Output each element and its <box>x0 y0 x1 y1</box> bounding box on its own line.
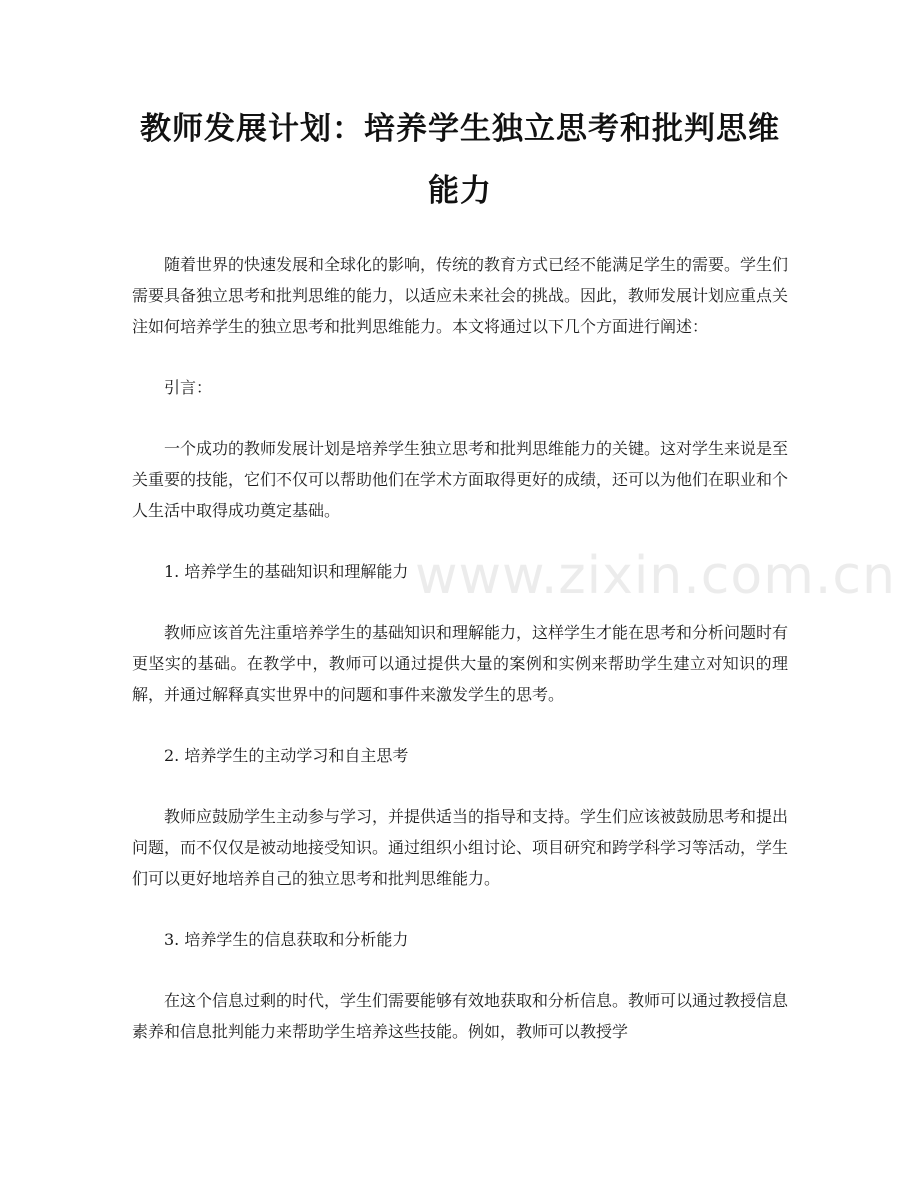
section-2-paragraph: 教师应鼓励学生主动参与学习，并提供适当的指导和支持。学生们应该被鼓励思考和提出问题，而不仅仅是被动地接受知识。通过组织小组讨论、项目研究和跨学科学习等活动，学生们可以更好地培养自己的独立思考和批判思维能力。 <box>132 807 789 888</box>
page-title: 教师发展计划：培养学生独立思考和批判思维能力 <box>140 111 780 209</box>
watermark: www.zixin.com.cn <box>415 546 896 606</box>
section-heading-introduction: 引言： <box>164 378 213 397</box>
section-heading-1: 1. 培养学生的基础知识和理解能力 <box>164 562 409 581</box>
section-3-paragraph: 在这个信息过剩的时代，学生们需要能够有效地获取和分析信息。教师可以通过教授信息素养和信息批判能力来帮助学生培养这些技能。例如，教师可以教授学 <box>132 991 789 1041</box>
introduction-paragraph: 一个成功的教师发展计划是培养学生独立思考和批判思维能力的关键。这对学生来说是至关重要的技能，它们不仅可以帮助他们在学术方面取得更好的成绩，还可以为他们在职业和个人生活中取得成功奠定基础。 <box>132 439 789 520</box>
section-heading-3: 3. 培养学生的信息获取和分析能力 <box>164 930 409 949</box>
section-1-paragraph: 教师应该首先注重培养学生的基础知识和理解能力，这样学生才能在思考和分析问题时有更坚实的基础。在教学中，教师可以通过提供大量的案例和实例来帮助学生建立对知识的理解，并通过解释真实世界中的问题和事件来激发学生的思考。 <box>132 623 789 704</box>
document-body <box>132 249 788 1047</box>
section-heading-2: 2. 培养学生的主动学习和自主思考 <box>164 746 409 765</box>
intro-paragraph: 随着世界的快速发展和全球化的影响，传统的教育方式已经不能满足学生的需要。学生们需要具备独立思考和批判思维的能力，以适应未来社会的挑战。因此，教师发展计划应重点关注如何培养学生的独立思考和批判思维能力。本文将通过以下几个方面进行阐述： <box>132 255 789 336</box>
